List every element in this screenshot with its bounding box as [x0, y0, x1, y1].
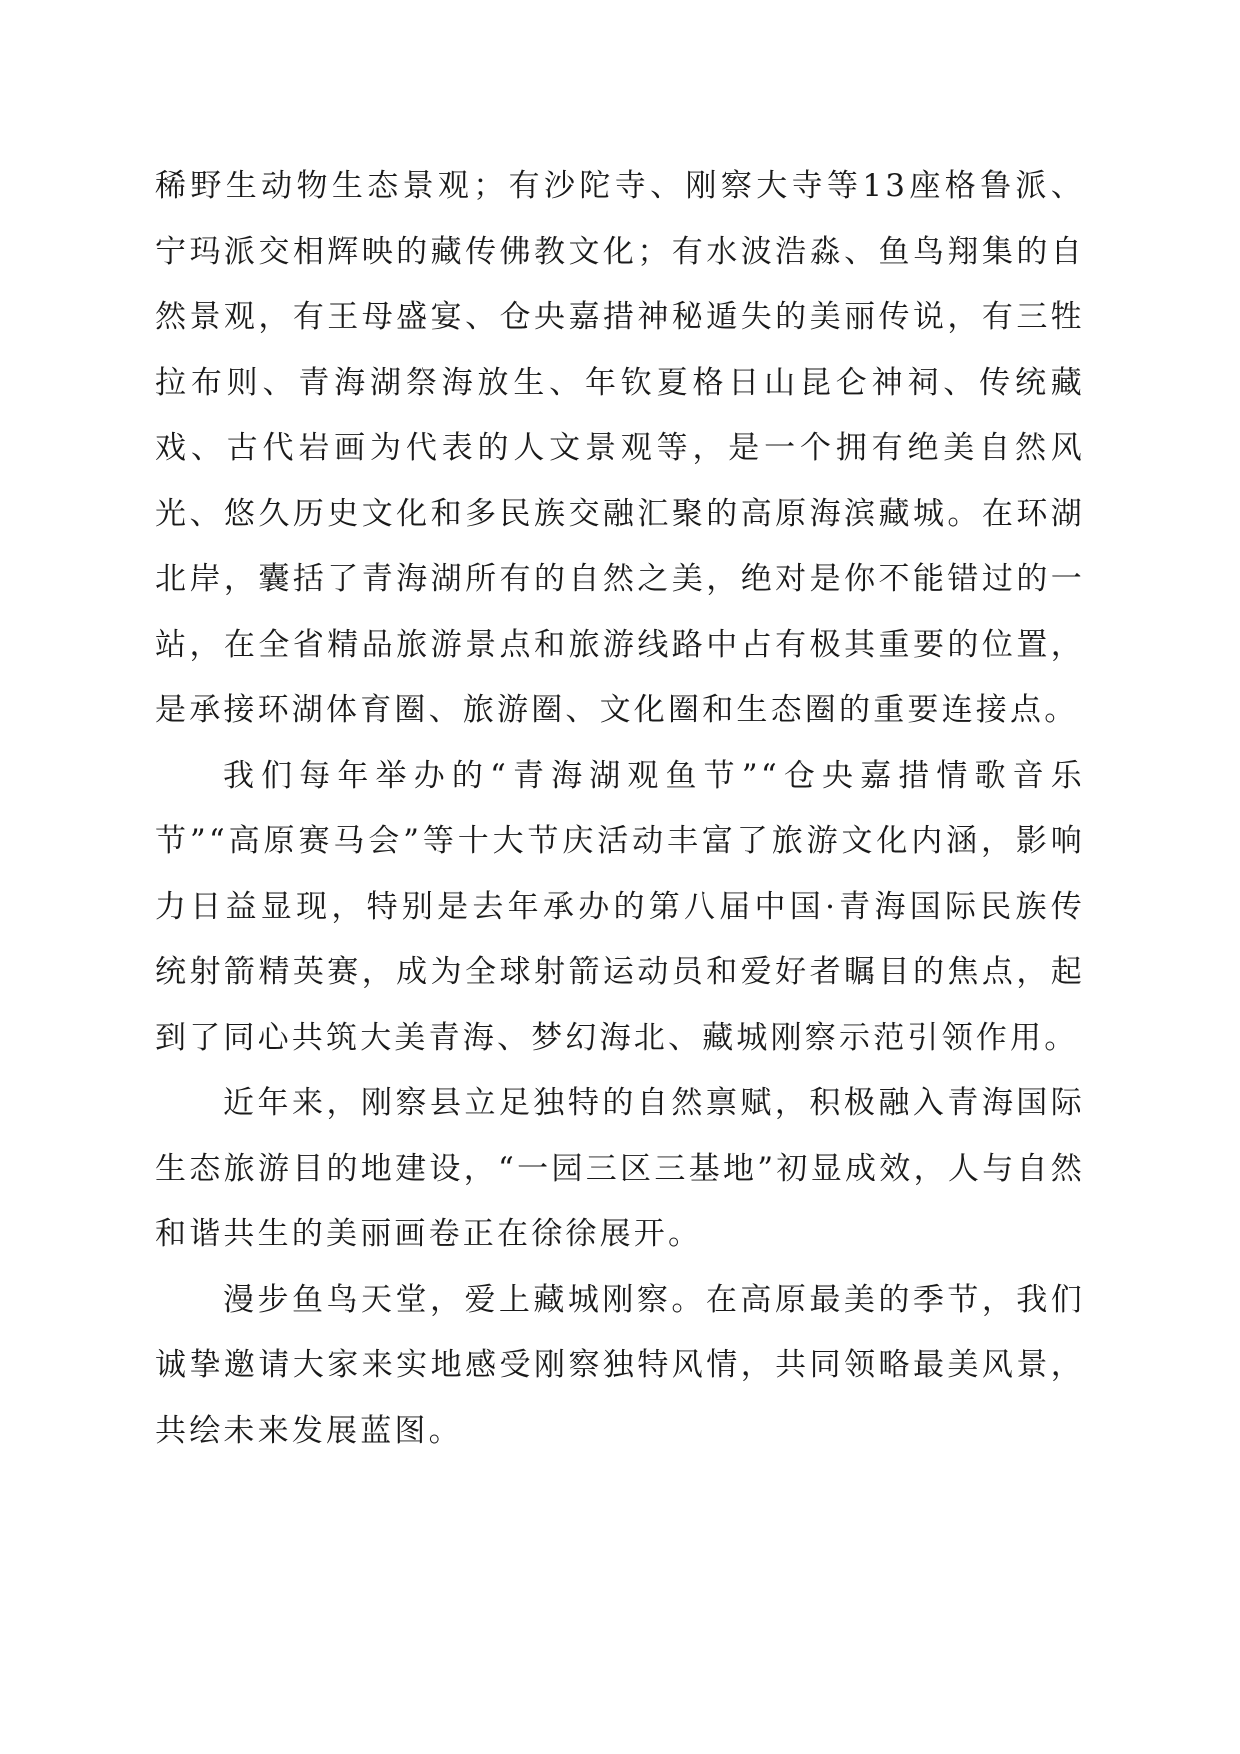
paragraph-invitation: 漫步鱼鸟天堂，爱上藏城刚察。在高原最美的季节，我们诚挚邀请大家来实地感受刚察独特风情，共同领略最美风景，共绘未来发展蓝图。 [155, 1281, 1085, 1449]
paragraph-continued: 稀野生动物生态景观；有沙陀寺、刚察大寺等13座格鲁派、宁玛派交相辉映的藏传佛教文化；有水波浩淼、鱼鸟翔集的自然景观，有王母盛宴、仓央嘉措神秘遁失的美丽传说，有三牲拉布则、青海湖祭海放生、年钦夏格日山昆仑神祠、传统藏戏、古代岩画为代表的人文景观等，是一个拥有绝美自然风光、悠久历史文化和多民族交融汇聚的高原海滨藏城。在环湖北岸，囊括了青海湖所有的自然之美，绝对是你不能错过的一站，在全省精品旅游景点和旅游线路中占有极其重要的位置，是承接环湖体育圈、旅游圈、文化圈和生态圈的重要连接点。 [155, 168, 1085, 728]
paragraph-festivals: 我们每年举办的“青海湖观鱼节”“仓央嘉措情歌音乐节”“高原赛马会”等十大节庆活动丰富了旅游文化内涵，影响力日益显现，特别是去年承办的第八届中国·青海国际民族传统射箭精英赛，成为全球射箭运动员和爱好者瞩目的焦点，起到了同心共筑大美青海、梦幻海北、藏城刚察示范引领作用。 [155, 757, 1085, 1056]
paragraph-recent-years: 近年来，刚察县立足独特的自然禀赋，积极融入青海国际生态旅游目的地建设，“一园三区三基地”初显成效，人与自然和谐共生的美丽画卷正在徐徐展开。 [155, 1085, 1085, 1252]
document-body [155, 154, 1085, 1464]
